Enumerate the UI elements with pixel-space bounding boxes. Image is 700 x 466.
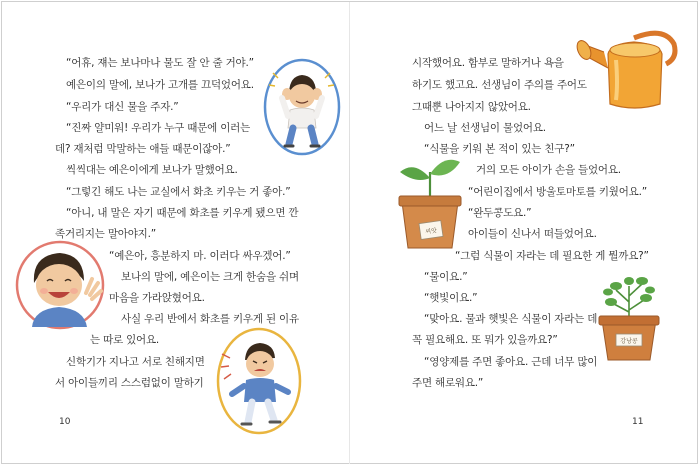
text-line: 어느 날 선생님이 물었어요. (424, 122, 546, 134)
text-line: 하기도 했고요. 선생님이 주의를 주어도 (412, 79, 587, 91)
book-spine (349, 2, 350, 464)
page-number-right: 11 (632, 417, 644, 427)
upset-boy-illustration (214, 324, 304, 436)
sprout-pot-illustration (394, 150, 466, 252)
text-line: 꼭 필요해요. 또 뭐가 있을까요?” (412, 334, 558, 346)
text-line: 거의 모든 아이가 손을 들었어요. (476, 164, 621, 176)
text-line: 주면 해로워요.” (412, 377, 484, 389)
text-line: “어린이집에서 방울토마토를 키웠어요.” (468, 186, 647, 198)
text-line: “물이요.” (424, 271, 468, 283)
text-line: “아니, 내 말은 자기 때문에 화초를 키우게 됐으면 깐 (66, 207, 299, 219)
text-line: 족거리지는 말아야지.” (55, 228, 157, 240)
text-line: “예은아, 흥분하지 마. 이러다 싸우겠어.” (109, 250, 291, 262)
text-line: 아이들이 신나서 떠들었어요. (468, 228, 597, 240)
smiling-boy-illustration (14, 239, 106, 331)
boy-holding-head-illustration (261, 56, 343, 158)
text-line: “그럼 식물이 자라는 데 필요한 게 뭘까요?” (455, 250, 649, 262)
text-line: 신학기가 지나고 서로 친해지면 (66, 356, 205, 368)
text-line: “진짜 얄미워! 우리가 누구 때문에 이러는 (66, 122, 251, 134)
text-line: 보나의 말에, 예은이는 크게 한숨을 쉬며 (121, 271, 299, 283)
bean-plant-pot-illustration (596, 272, 662, 364)
text-line: 시작했어요. 함부로 말하거나 욕을 (412, 57, 564, 69)
text-line: “어휴, 쟤는 보나마나 물도 잘 안 줄 거야.” (66, 57, 254, 69)
text-line: 서 아이들끼리 스스럼없이 말하기 (55, 377, 204, 389)
text-line: 마음을 가라앉혔어요. (109, 292, 205, 304)
watering-can-illustration (574, 24, 684, 114)
pot-label-left: 씨앗 (424, 227, 438, 236)
text-line: “영양제를 주면 좋아요. 근데 너무 많이 (424, 356, 598, 368)
text-line: “그렇긴 해도 나는 교실에서 화초 키우는 거 좋아.” (66, 186, 291, 198)
text-line: “완두콩도요.” (468, 207, 532, 219)
pot-label-right: 강낭콩 (620, 338, 638, 345)
text-line: “햇빛이요.” (424, 292, 478, 304)
text-line: 예은이의 말에, 보나가 고개를 끄덕었어요. (66, 79, 254, 91)
text-line: 그때뿐 나아지지 않았어요. (412, 101, 531, 113)
text-line: 데? 재처럼 막말하는 애들 때문이잖아.” (55, 143, 231, 155)
text-line: “우리가 대신 물을 주자.” (66, 101, 179, 113)
text-line: “맞아요. 물과 햇빛은 식물이 자라는 데 (424, 313, 598, 325)
page-number-left: 10 (59, 417, 71, 427)
text-line: 는 따로 있어요. (90, 334, 160, 346)
text-line: 사실 우리 반에서 화초를 키우게 된 이유 (121, 313, 299, 325)
text-line: “식물을 키워 본 적이 있는 친구?” (424, 143, 575, 155)
text-line: 씩씩대는 예은이에게 보나가 말했어요. (66, 164, 238, 176)
